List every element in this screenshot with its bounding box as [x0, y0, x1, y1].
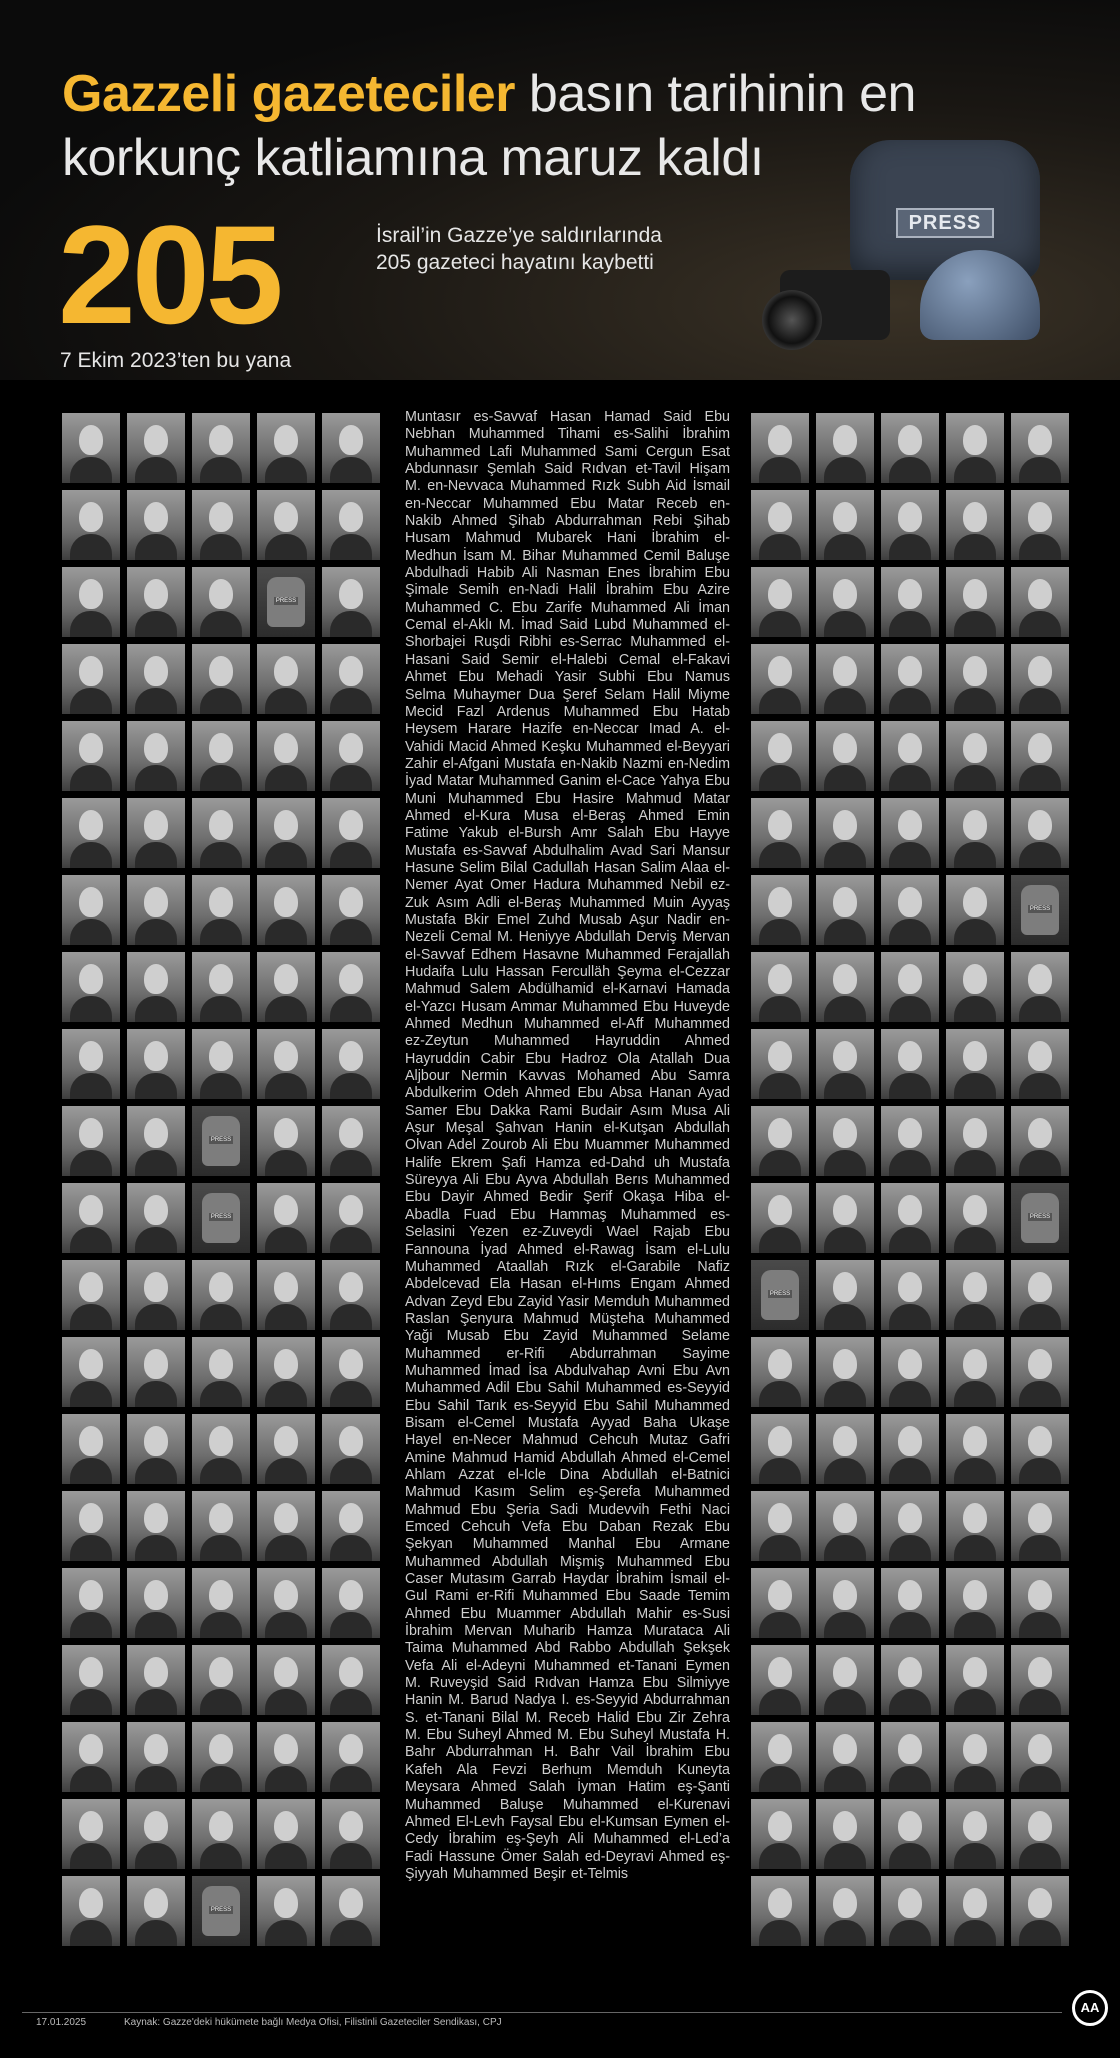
journalist-portrait — [192, 413, 250, 483]
count-description: İsrail’in Gazze’ye saldırılarında 205 gazeteci hayatını kaybetti — [376, 224, 662, 274]
journalist-portrait — [1011, 1414, 1069, 1484]
journalist-portrait — [1011, 1337, 1069, 1407]
journalist-portrait — [816, 875, 874, 945]
journalist-portrait — [1011, 644, 1069, 714]
journalist-portrait — [751, 490, 809, 560]
journalist-portrait — [127, 644, 185, 714]
journalist-portrait — [1011, 1491, 1069, 1561]
journalist-portrait — [816, 1722, 874, 1792]
journalist-portrait — [322, 1876, 380, 1946]
journalist-portrait — [322, 952, 380, 1022]
journalist-portrait — [257, 952, 315, 1022]
journalist-portrait — [62, 798, 120, 868]
journalist-portrait — [322, 875, 380, 945]
journalist-portrait — [881, 798, 939, 868]
journalist-portrait — [127, 1645, 185, 1715]
journalist-portrait — [751, 1722, 809, 1792]
journalist-portrait — [946, 644, 1004, 714]
portrait-grid-left — [62, 413, 380, 1946]
journalist-portrait — [751, 413, 809, 483]
journalist-portrait — [62, 1337, 120, 1407]
journalist-portrait — [192, 798, 250, 868]
journalist-portrait — [127, 721, 185, 791]
journalist-portrait — [127, 1799, 185, 1869]
journalist-portrait — [127, 798, 185, 868]
journalist-portrait — [322, 413, 380, 483]
journalist-portrait — [1011, 1876, 1069, 1946]
journalist-portrait — [1011, 798, 1069, 868]
journalist-portrait — [127, 1414, 185, 1484]
journalist-portrait — [62, 1260, 120, 1330]
journalist-portrait — [751, 875, 809, 945]
journalist-portrait — [257, 1645, 315, 1715]
journalist-portrait — [127, 1260, 185, 1330]
journalist-portrait — [816, 1337, 874, 1407]
journalist-portrait — [62, 1183, 120, 1253]
journalist-portrait — [62, 1414, 120, 1484]
journalist-portrait — [946, 1491, 1004, 1561]
journalist-portrait — [881, 644, 939, 714]
journalist-portrait — [751, 1414, 809, 1484]
journalist-portrait — [816, 567, 874, 637]
journalist-portrait — [322, 1414, 380, 1484]
journalist-portrait — [322, 798, 380, 868]
vest-label: PRESS — [896, 208, 994, 238]
journalist-portrait — [946, 490, 1004, 560]
journalist-portrait — [1011, 1260, 1069, 1330]
journalist-portrait — [816, 1799, 874, 1869]
journalist-portrait — [127, 875, 185, 945]
journalist-portrait — [881, 1876, 939, 1946]
journalist-portrait — [257, 490, 315, 560]
journalist-portrait — [192, 1260, 250, 1330]
journalist-portrait — [192, 1568, 250, 1638]
journalist-portrait — [62, 644, 120, 714]
journalist-portrait — [946, 1799, 1004, 1869]
journalist-portrait — [946, 798, 1004, 868]
journalist-portrait — [946, 1029, 1004, 1099]
journalist-portrait — [322, 644, 380, 714]
journalist-portrait — [946, 413, 1004, 483]
journalist-portrait — [946, 567, 1004, 637]
names-list: Muntasır es-Savvaf Hasan Hamad Said Ebu Nebhan Muhammed Tihami es-Salihi İbrahim Muhammed Lafi Muhammed Sami Cergun Esat Abdunnasır Şemlah Said Rıdvan et-Tavil Hişam M. en-Nevvaca Muhammed Rızk Subh Aid İsmail en-Neccar Muhammed Ebu Matar Receb en-Nakib Ahmed Şihab Abdurrahman Rebi Şihab Husam Mahmud Mubarek Hani İbrahim el-Medhun İsam M. Bihar Muhammed Cemil Baluşe Abdulhadi Habib Ali Nasman Enes İbrahim Ebu Şimale Semih en-Nadi Halil İbrahim Ebu Azire Muhammed C. Ebu Zarife Muhammed Ali İman Cemal el-Aklı M. İmad Said Lubd Muhammed el-Shorbajei Ruşdi Ribhi es-Serrac Muhammed el-Hasani Said Semir el-Halebi Cemal el-Fakavi Ahmet Ebu Mehadi Yasir Subhi Ebu Namus Selma Muhaymer Dua Şeref Selam Halil Miyme Mecid Fazl Ardenus Muhammed Ebu Hatab Heysem Harare Hazife en-Neccar Imad A. el-Vahidi Macid Ahmed Keşku Muhammed el-Beyyari Zahir el-Afgani Mustafa en-Nakib Nazmi en-Nedim İyad Matar Muhammed Ganim el-Cace Yahya Ebu Muni Muhammed Ebu Hasire Mahmud Matar Ahmed el-Kura Musa el-Beraş Ahmed Emin Fatime Yakub el-Bursh Amr Salah Ebu Hayye Mustafa es-Savvaf Abdulhalim Avad Sari Mansur Hasune Selim Bilal Cadullah Hasan Salim Alaa el-Nemer Ayat Omer Hadura Muhammed Nebil ez-Zuk Asım Adli el-Beraş Muhammed Muin Ayyaş Mustafa Bkir Emel Zuhd Musab Aşur Nadir en-Nezeli Cemal M. Heniyye Abdullah Derviş Mervan el-Savvaf Edhem Hasavne Muhammed Ferajallah Hudaifa Lulu Hassan Ferculläh Şeyma el-Cezzar Mahmud Salem Abdülhamid el-Karnavi Hamada el-Yazcı Husam Ammar Muhammed Ebu Huveyde Ahmed Medhun Muhammed el-Aff Muhammed ez-Zeytun Muhammed Hayruddin Ahmed Hayruddin Cabir Ebu Hadroz Ola Atallah Dua Aljbour Nermin Kavvas Mohamed Abu Samra Abdulkerim Odeh Ahmed Ebu Absa Hanan Ayad Samer Ebu Dakka Rami Budair Asım Musa Ali Aşur Meşal Şahvan Hanin el-Kutşan Abdullah Olvan Adel Zourob Ali Ebu Muammer Muhammed Halife Ekrem Şafi Hamza ed-Dahd uh Mustafa Süreyya Ali Ebu Ayva Abdullah Berıs Muhammed Ebu Dayir Ahmed Bedir Şerif Okaşa Hiba el-Abadla Fuad Ebu Hammaş Muhammed es-Selasini Yezen ez-Zuveydi Wael Rajab Ebu Fannouna İyad Ahmed el-Rawag İsam el-Lulu Muhammed Ataallah Rızk el-Garabile Nafiz Abdelcevad Ela Hasan el-Hıms Engam Ahmed Advan Zeyd Ebu Zayid Yasir Memduh Muhammed Raslan Şenyura Mahmud Müşteha Muhammed Yaği Musab Ebu Zayid Muhammed Selame Muhammed er-Rifi Abdurrahman Sayime Muhammed İmad İsa Abdulvahap Avni Ebu Avn Muhammed Adil Ebu Sahil Muhammed es-Seyyid Ebu Sahil Tarık es-Seyyid Ebu Sahil Muhammed Bisam el-Cemel Mustafa Ayyad Baha Ukaşe Hayel en-Necer Mahmud Cehcuh Mutaz Gafri Amine Mahmud Hamid Abdullah Ahmed el-Cemel Ahlam Azzat el-Icle Dina Abdullah el-Batnici Mahmud Kasım Selim eş-Şerefa Muhammed Mahmud Ebu Şeria Sadi Mudevvih Fethi Naci Emced Cehcuh Vefa Ebu Daban Rezak Ebu Şekyan Muhammed Manhal Ebu Armane Muhammed Abdullah Mişmiş Muhammed Ebu Caser Mutasım Garrab Haydar İbrahim İsmail el-Gul Rami er-Rifi Muhammed Ebu Saade Temim Ahmed Ebu Muammer Abdullah Mahir es-Susi İbrahim Mervan Muharib Hamza Murataca Ali Taima Muhammed Abd Rabbo Abdullah Şekşek Vefa Ali el-Adeyni Muhammed et-Tanani Eymen M. Ruveyşid Said Rıdvan Hamza Ebu Silmiyye Hanin M. Barud Nadya I. es-Seyyid Abdurrahman S. et-Tanani Bilal M. Receb Halid Ebu Zir Zehra M. Ebu Suheyl Ahmed M. Ebu Suheyl Mustafa H. Bahr Abdurrahman H. Bahr Vail İbrahim Ebu Kafeh Ala Fevzi Berhum Memduh Kuneyta Meysara Ahmed Salah İyman Hatim eş-Şanti Muhammed Baluşe Muhammed el-Kurenavi Ahmed El-Levh Faysal Ebu el-Kumsan Eymen el-Cedy İbrahim eş-Şeyh Ali Muhammed el-Led’a Fadi Hassune Ömer Salah ed-Deyravi Ahmed eş-Şiyyah Muhammed Beşir et-Telmis — [405, 409, 730, 1882]
journalist-portrait — [127, 1183, 185, 1253]
journalist-portrait — [62, 490, 120, 560]
footer-source: Kaynak: Gazze'deki hükümete bağlı Medya Ofisi, Filistinli Gazeteciler Sendikası, CPJ — [124, 2017, 502, 2028]
death-count: 205 — [58, 196, 280, 353]
journalist-portrait — [751, 952, 809, 1022]
camera-lens-icon — [762, 290, 822, 350]
journalist-portrait — [127, 1491, 185, 1561]
journalist-portrait — [946, 721, 1004, 791]
journalist-portrait — [62, 1568, 120, 1638]
journalist-portrait — [816, 1876, 874, 1946]
journalist-portrait — [127, 413, 185, 483]
journalist-portrait — [751, 1183, 809, 1253]
footer-date: 17.01.2025 — [36, 2017, 87, 2028]
journalist-portrait — [881, 1337, 939, 1407]
journalist-portrait — [62, 413, 120, 483]
journalist-portrait — [322, 1106, 380, 1176]
journalist-portrait — [192, 1722, 250, 1792]
press-vest-placeholder-icon — [1011, 875, 1069, 945]
journalist-portrait — [946, 1183, 1004, 1253]
journalist-portrait — [62, 1799, 120, 1869]
journalist-portrait — [62, 1491, 120, 1561]
journalist-portrait — [881, 1645, 939, 1715]
journalist-portrait — [257, 1029, 315, 1099]
journalist-portrait — [1011, 721, 1069, 791]
journalist-portrait — [816, 1183, 874, 1253]
press-vest-placeholder-icon — [192, 1183, 250, 1253]
press-vest-placeholder-icon — [192, 1876, 250, 1946]
journalist-portrait — [881, 1414, 939, 1484]
journalist-portrait — [881, 1183, 939, 1253]
journalist-portrait — [881, 1799, 939, 1869]
journalist-portrait — [257, 1337, 315, 1407]
journalist-portrait — [751, 1645, 809, 1715]
journalist-portrait — [816, 490, 874, 560]
journalist-portrait — [946, 875, 1004, 945]
journalist-portrait — [322, 567, 380, 637]
journalist-portrait — [751, 644, 809, 714]
journalist-portrait — [881, 413, 939, 483]
journalist-portrait — [127, 1029, 185, 1099]
journalist-portrait — [322, 1799, 380, 1869]
journalist-portrait — [1011, 1799, 1069, 1869]
journalist-portrait — [62, 1722, 120, 1792]
journalist-portrait — [946, 1568, 1004, 1638]
aa-logo: AA — [1072, 1990, 1108, 2026]
journalist-portrait — [192, 1491, 250, 1561]
journalist-portrait — [816, 1414, 874, 1484]
journalist-portrait — [751, 567, 809, 637]
journalist-portrait — [946, 1722, 1004, 1792]
press-gear-illustration — [770, 140, 1110, 380]
journalist-portrait — [1011, 490, 1069, 560]
journalist-portrait — [751, 1029, 809, 1099]
journalist-portrait — [751, 798, 809, 868]
journalist-portrait — [127, 490, 185, 560]
journalist-portrait — [257, 1568, 315, 1638]
journalist-portrait — [192, 1029, 250, 1099]
journalist-portrait — [322, 1260, 380, 1330]
journalist-portrait — [816, 1106, 874, 1176]
journalist-portrait — [62, 567, 120, 637]
journalist-portrait — [192, 1645, 250, 1715]
title-rest: basın tarihinin en korkunç katliamına maruz kaldı — [62, 65, 916, 187]
journalist-portrait — [1011, 1029, 1069, 1099]
journalist-portrait — [816, 798, 874, 868]
journalist-portrait — [751, 1568, 809, 1638]
journalist-portrait — [816, 721, 874, 791]
journalist-portrait — [816, 952, 874, 1022]
journalist-portrait — [881, 952, 939, 1022]
journalist-portrait — [192, 644, 250, 714]
journalist-portrait — [192, 875, 250, 945]
journalist-portrait — [322, 1645, 380, 1715]
journalist-portrait — [192, 1414, 250, 1484]
journalist-portrait — [127, 567, 185, 637]
journalist-portrait — [816, 1491, 874, 1561]
title-highlight: Gazzeli gazeteciler — [62, 65, 515, 123]
journalist-portrait — [322, 1029, 380, 1099]
journalist-portrait — [816, 1029, 874, 1099]
header-banner — [0, 0, 1120, 380]
journalist-portrait — [322, 1337, 380, 1407]
journalist-portrait — [946, 1260, 1004, 1330]
journalist-portrait — [946, 1645, 1004, 1715]
journalist-portrait — [62, 952, 120, 1022]
journalist-portrait — [257, 721, 315, 791]
journalist-portrait — [322, 721, 380, 791]
journalist-portrait — [192, 721, 250, 791]
journalist-portrait — [881, 1491, 939, 1561]
journalist-portrait — [881, 1722, 939, 1792]
journalist-portrait — [1011, 1722, 1069, 1792]
journalist-portrait — [881, 1106, 939, 1176]
journalist-portrait — [257, 644, 315, 714]
journalist-portrait — [322, 1568, 380, 1638]
journalist-portrait — [1011, 1645, 1069, 1715]
journalist-portrait — [322, 1183, 380, 1253]
journalist-portrait — [62, 1106, 120, 1176]
journalist-portrait — [751, 1337, 809, 1407]
journalist-portrait — [751, 1491, 809, 1561]
journalist-portrait — [322, 1491, 380, 1561]
journalist-portrait — [816, 1568, 874, 1638]
journalist-portrait — [946, 1414, 1004, 1484]
press-vest-placeholder-icon — [1011, 1183, 1069, 1253]
journalist-portrait — [946, 1876, 1004, 1946]
journalist-portrait — [192, 490, 250, 560]
journalist-portrait — [1011, 1568, 1069, 1638]
journalist-portrait — [62, 1029, 120, 1099]
journalist-portrait — [881, 567, 939, 637]
journalist-portrait — [257, 798, 315, 868]
journalist-portrait — [127, 1722, 185, 1792]
journalist-portrait — [881, 1029, 939, 1099]
journalist-portrait — [751, 1876, 809, 1946]
journalist-portrait — [881, 875, 939, 945]
journalist-portrait — [257, 413, 315, 483]
journalist-portrait — [751, 1106, 809, 1176]
press-vest-placeholder-icon — [257, 567, 315, 637]
journalist-portrait — [257, 1260, 315, 1330]
journalist-portrait — [127, 1106, 185, 1176]
journalist-portrait — [257, 1183, 315, 1253]
journalist-portrait — [946, 1106, 1004, 1176]
press-vest-placeholder-icon — [192, 1106, 250, 1176]
journalist-portrait — [1011, 567, 1069, 637]
journalist-portrait — [62, 721, 120, 791]
journalist-portrait — [62, 1876, 120, 1946]
journalist-portrait — [816, 1645, 874, 1715]
journalist-portrait — [257, 1491, 315, 1561]
press-vest-placeholder-icon — [751, 1260, 809, 1330]
journalist-portrait — [322, 490, 380, 560]
journalist-portrait — [257, 875, 315, 945]
journalist-portrait — [192, 952, 250, 1022]
journalist-portrait — [62, 875, 120, 945]
journalist-portrait — [881, 1260, 939, 1330]
journalist-portrait — [751, 721, 809, 791]
footer-divider — [22, 2012, 1062, 2013]
journalist-portrait — [322, 1722, 380, 1792]
since-date: 7 Ekim 2023’ten bu yana — [60, 349, 292, 372]
journalist-portrait — [1011, 1106, 1069, 1176]
journalist-portrait — [127, 952, 185, 1022]
journalist-portrait — [257, 1876, 315, 1946]
journalist-portrait — [1011, 952, 1069, 1022]
journalist-portrait — [881, 721, 939, 791]
journalist-portrait — [1011, 413, 1069, 483]
journalist-portrait — [881, 490, 939, 560]
journalist-portrait — [127, 1337, 185, 1407]
journalist-portrait — [946, 1337, 1004, 1407]
journalist-portrait — [816, 1260, 874, 1330]
portrait-grid-right — [751, 413, 1069, 1946]
journalist-portrait — [62, 1645, 120, 1715]
journalist-portrait — [127, 1568, 185, 1638]
journalist-portrait — [257, 1799, 315, 1869]
journalist-portrait — [192, 567, 250, 637]
journalist-portrait — [816, 644, 874, 714]
journalist-portrait — [127, 1876, 185, 1946]
journalist-portrait — [751, 1799, 809, 1869]
journalist-portrait — [946, 952, 1004, 1022]
journalist-portrait — [192, 1799, 250, 1869]
journalist-portrait — [192, 1337, 250, 1407]
journalist-portrait — [881, 1568, 939, 1638]
journalist-portrait — [257, 1106, 315, 1176]
journalist-portrait — [257, 1414, 315, 1484]
journalist-portrait — [257, 1722, 315, 1792]
journalist-portrait — [816, 413, 874, 483]
